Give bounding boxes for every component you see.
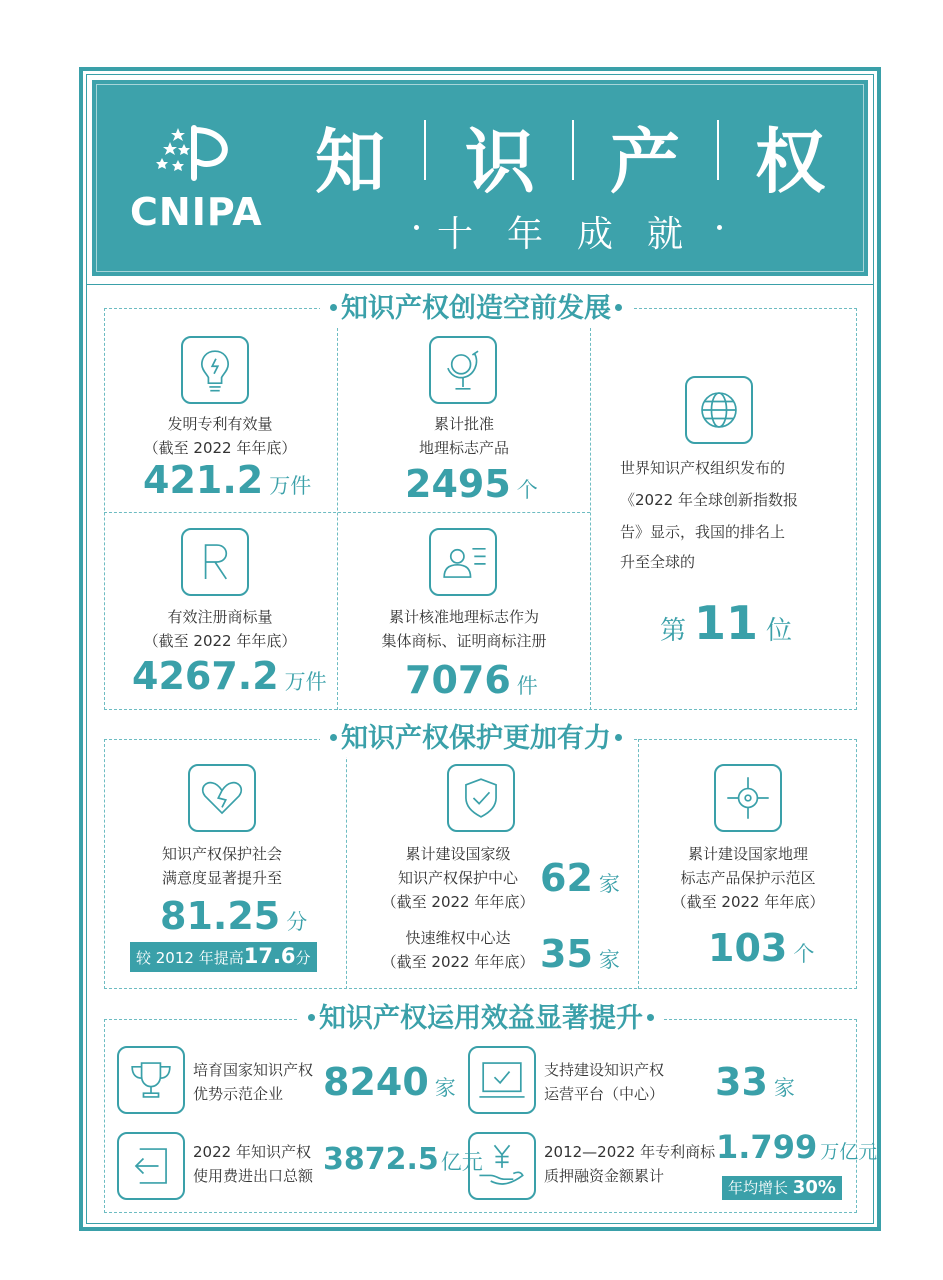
- value-number: 2495: [405, 462, 511, 506]
- ranking-prefix: 第: [660, 616, 687, 646]
- title-dot: [647, 1014, 654, 1021]
- royalties-label-line1: 2022 年知识产权: [193, 1143, 311, 1161]
- demo-zones-value: [708, 926, 814, 970]
- title-dot: [615, 734, 622, 741]
- value-number: 33: [715, 1060, 768, 1104]
- shield-check-icon: [447, 764, 515, 832]
- title-char-3: 产: [610, 120, 680, 203]
- enterprises-label-line2: 优势示范企业: [193, 1085, 284, 1103]
- geo-products-label-line1: 累计批准: [433, 415, 494, 433]
- demo-zones-label-line3: （截至 2022 年年底）: [671, 893, 825, 911]
- value-number: 7076: [405, 658, 511, 702]
- platforms-value: [715, 1060, 795, 1104]
- badge-value: 30%: [792, 1177, 836, 1198]
- badge-prefix: 较 2012 年提高: [136, 949, 244, 967]
- subtitle-char-1: 十: [436, 214, 473, 255]
- target-icon: [714, 764, 782, 832]
- enterprises-value: [323, 1060, 456, 1104]
- subtitle-char-3: 成: [576, 214, 613, 255]
- id-card-icon: [429, 528, 497, 596]
- value-unit: 亿元: [440, 1150, 483, 1174]
- value-number: 35: [540, 932, 593, 976]
- geo-products-label-line2: 地理标志产品: [418, 439, 509, 457]
- value-unit: 家: [598, 948, 620, 972]
- value-unit: 家: [773, 1076, 795, 1100]
- value-unit: 个: [793, 942, 815, 966]
- ranking-text-line1: 世界知识产权组织发布的: [620, 459, 786, 477]
- royalties-value: [323, 1142, 483, 1177]
- value-number: 1.799: [716, 1128, 818, 1166]
- collective-marks-label-line2: 集体商标、证明商标注册: [381, 632, 547, 650]
- demo-zones-label-line1: 累计建设国家地理: [687, 845, 808, 863]
- centers-label-line2: 知识产权保护中心: [397, 869, 518, 887]
- ranking-suffix: 位: [766, 616, 793, 646]
- trophy-icon: [117, 1046, 185, 1114]
- centers-value: [540, 856, 620, 900]
- value-unit: 件: [516, 674, 538, 698]
- royalties-label-line2: 使用费进出口总额: [193, 1167, 314, 1185]
- title-char-2: 识: [465, 120, 535, 203]
- grid-divider: [346, 739, 347, 989]
- rapid-centers-value: [540, 932, 620, 976]
- value-number: 8240: [323, 1060, 429, 1104]
- section-utilization-title: [298, 1001, 664, 1037]
- ranking-text-line4: 升至全球的: [620, 553, 696, 571]
- title-dot: [330, 304, 337, 311]
- value-number: 62: [540, 856, 593, 900]
- patents-value: [143, 458, 311, 502]
- lightbulb-icon: [181, 336, 249, 404]
- exchange-icon: [117, 1132, 185, 1200]
- ranking-text-line2: 《2022 年全球创新指数报: [620, 491, 798, 509]
- patents-label-line2: （截至 2022 年年底）: [143, 439, 297, 457]
- registered-icon: [181, 528, 249, 596]
- value-number: 11: [694, 596, 759, 650]
- title-dot: [615, 304, 622, 311]
- section-protection-title: [320, 721, 632, 757]
- badge-unit: 分: [295, 949, 311, 967]
- value-unit: 家: [598, 872, 620, 896]
- title-char-4: 权: [755, 120, 825, 203]
- section-title-text: 知识产权创造空前发展: [341, 293, 611, 324]
- yuan-hand-icon: [468, 1132, 536, 1200]
- grid-divider: [590, 308, 591, 710]
- grid-divider: [104, 512, 590, 513]
- grid-divider: [638, 739, 639, 989]
- patents-label-line1: 发明专利有效量: [167, 415, 273, 433]
- pledge-value: [716, 1128, 877, 1166]
- value-number: 4267.2: [132, 654, 279, 698]
- value-unit: 个: [516, 478, 538, 502]
- value-unit: 万件: [284, 670, 327, 694]
- platforms-label-line1: 支持建设知识产权: [544, 1061, 665, 1079]
- value-unit: 万件: [269, 474, 312, 498]
- title-dot: [330, 734, 337, 741]
- trademarks-label-line1: 有效注册商标量: [167, 608, 273, 626]
- value-unit: 分: [286, 910, 308, 934]
- section-creation-title: [320, 291, 632, 327]
- title-char-1: 知: [315, 120, 385, 203]
- section-title-text: 知识产权保护更加有力: [341, 723, 611, 754]
- grid-divider: [337, 308, 338, 710]
- value-unit: 家: [434, 1076, 456, 1100]
- title-separator: [424, 120, 426, 180]
- subtitle-dot: [717, 225, 722, 230]
- geo-products-value: [405, 462, 538, 506]
- heart-icon: [188, 764, 256, 832]
- rapid-centers-label-line2: （截至 2022 年年底）: [381, 953, 535, 971]
- value-unit: 万亿元: [820, 1141, 878, 1163]
- title-separator: [572, 120, 574, 180]
- trademarks-label-line2: （截至 2022 年年底）: [143, 632, 297, 650]
- platforms-label-line2: 运营平台（中心）: [544, 1085, 665, 1103]
- collective-marks-value: [405, 658, 538, 702]
- section-title-text: 知识产权运用效益显著提升: [319, 1003, 643, 1034]
- collective-marks-label-line1: 累计核准地理标志作为: [388, 608, 539, 626]
- subtitle-dot: [414, 225, 419, 230]
- value-number: 81.25: [160, 894, 281, 938]
- subtitle-char-2: 年: [506, 214, 543, 255]
- globe-icon: [685, 376, 753, 444]
- demo-zones-label-line2: 标志产品保护示范区: [680, 869, 816, 887]
- ranking-text-line3: 告》显示，我国的排名上: [620, 523, 786, 541]
- title-separator: [717, 120, 719, 180]
- globe-stand-icon: [429, 336, 497, 404]
- value-number: 421.2: [143, 458, 264, 502]
- centers-label-line1: 累计建设国家级: [405, 845, 511, 863]
- badge-prefix: 年均增长: [728, 1179, 789, 1197]
- satisfaction-badge: [130, 942, 317, 972]
- value-number: 3872.5: [323, 1142, 439, 1177]
- trademarks-value: [132, 654, 327, 698]
- pledge-label-line1: 2012—2022 年专利商标: [544, 1143, 716, 1161]
- pledge-label-line2: 质押融资金额累计: [544, 1167, 665, 1185]
- subtitle-char-4: 就: [646, 214, 683, 255]
- ranking-value: [660, 596, 792, 650]
- header-divider: [86, 284, 874, 285]
- cnipa-logo-icon: [148, 122, 238, 186]
- satisfaction-value: [160, 894, 307, 938]
- enterprises-label-line1: 培育国家知识产权: [193, 1061, 314, 1079]
- monitor-check-icon: [468, 1046, 536, 1114]
- value-number: 103: [708, 926, 788, 970]
- badge-value: 17.6: [243, 944, 296, 968]
- satisfaction-label-line1: 知识产权保护社会: [161, 845, 282, 863]
- pledge-badge: [722, 1176, 842, 1200]
- satisfaction-label-line2: 满意度显著提升至: [161, 869, 282, 887]
- title-dot: [308, 1014, 315, 1021]
- logo-text: CNIPA: [130, 190, 263, 234]
- centers-label-line3: （截至 2022 年年底）: [381, 893, 535, 911]
- rapid-centers-label-line1: 快速维权中心达: [405, 929, 511, 947]
